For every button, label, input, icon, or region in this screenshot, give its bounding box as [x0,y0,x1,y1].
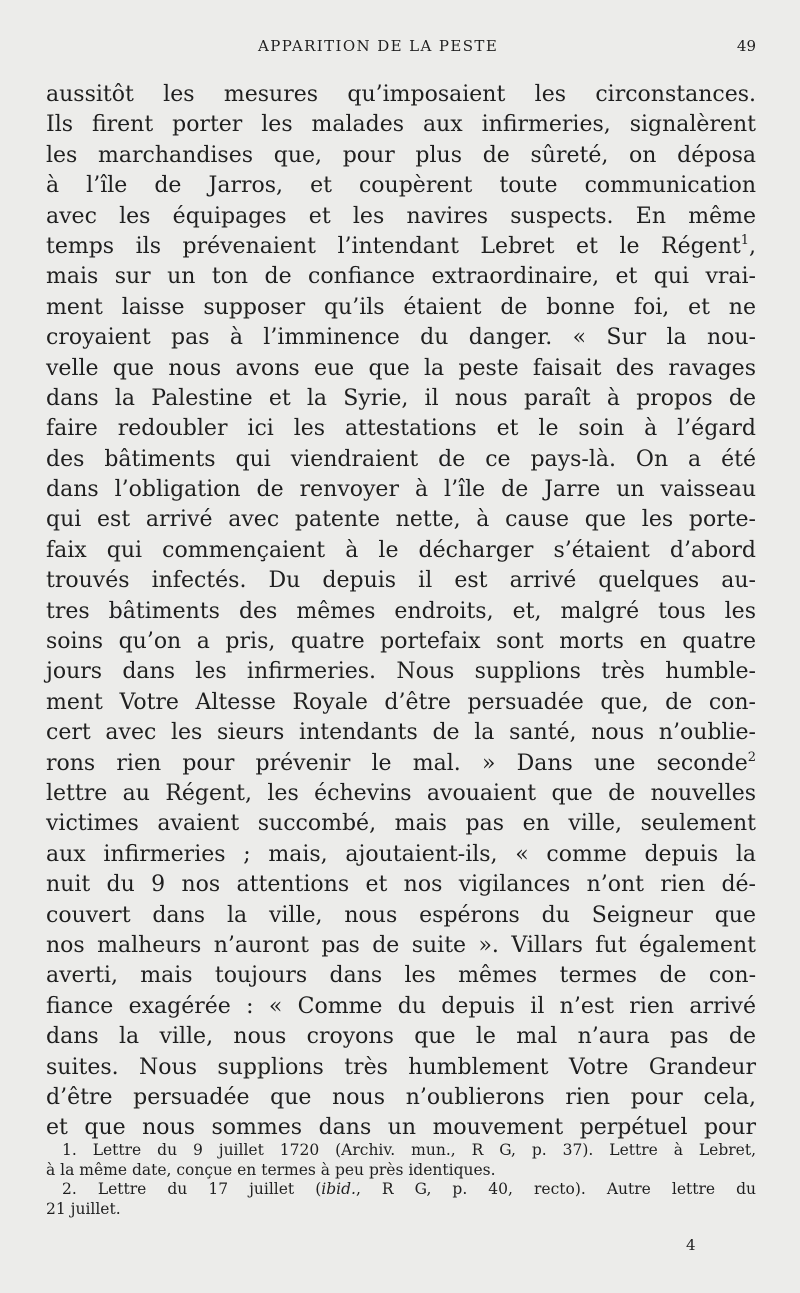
body-line: nuit du 9 nos attentions et nos vigilances n’ont rien dé- [46,872,756,898]
page-number: 49 [736,37,756,55]
body-line: jours dans les infirmeries. Nous supplions très humble- [46,659,756,685]
body-line-text: temps ils prévenaient l’intendant Lebret et le Régent [46,233,741,259]
footnote-ref: 2 [747,749,756,765]
body-line: soins qu’on a pris, quatre portefaix sont morts en quatre [46,629,756,655]
footnote-2-line: 21 juillet. [46,1199,121,1218]
body-line: aux infirmeries ; mais, ajoutaient-ils, « comme depuis la [46,841,756,867]
signature-mark: 4 [686,1236,696,1254]
body-line: aussitôt les mesures qu’imposaient les circonstances. [46,82,756,107]
body-line: d’être persuadée que nous n’oublierons rien pour cela, [46,1084,756,1110]
footnote-2-text: , R G, p. 40, recto). Autre lettre du [355,1180,756,1198]
footnote-2-ibid: ibid. [321,1180,356,1198]
body-line: victimes avaient succombé, mais pas en ville, seulement [46,811,756,837]
body-line: velle que nous avons eue que la peste faisait des ravages [46,355,756,381]
body-line: avec les équipages et les navires suspects. En même [46,203,756,229]
body-line: dans l’obligation de renvoyer à l’île de Jarre un vaisseau [46,477,756,503]
body-line [46,232,756,262]
body-line: tres bâtiments des mêmes endroits, et, malgré tous les [46,598,756,624]
body-line: les marchandises que, pour plus de sûreté, on déposa [46,142,756,168]
footnote-ref: 1 [740,232,749,248]
body-line: dans la Palestine et la Syrie, il nous paraît à propos de [46,385,756,411]
body-line: couvert dans la ville, nous espérons du Seigneur que [46,902,756,928]
footnote-2-text: 2. Lettre du 17 juillet ( [62,1180,322,1198]
body-line: Ils firent porter les malades aux infirmeries, signalèrent [46,112,756,138]
footnote-1-line: à la même date, conçue en termes à peu près identiques. [46,1160,496,1179]
body-line: suites. Nous supplions très humblement Votre Grandeur [46,1054,756,1080]
body-line: trouvés infectés. Du depuis il est arrivé quelques au- [46,568,756,594]
footnotes [46,1141,756,1219]
body-line: dans la ville, nous croyons que le mal n’aura pas de [46,1024,756,1050]
body-line: qui est arrivé avec patente nette, à cause que les porte- [46,507,756,533]
body-line: ment laisse supposer qu’ils étaient de bonne foi, et ne [46,294,756,320]
footnote-1-line: 1. Lettre du 9 juillet 1720 (Archiv. mun., R G, p. 37). Lettre à Lebret, [62,1141,756,1159]
body-line: faix qui commençaient à le décharger s’étaient d’abord [46,537,756,563]
footnote-2-line [46,1180,756,1200]
body-line: des bâtiments qui viendraient de ce pays-là. On a été [46,446,756,472]
running-head [46,36,756,56]
body-line: et que nous sommes dans un mouvement perpétuel pour [46,1115,756,1141]
body-line: lettre au Régent, les échevins avouaient que de nouvelles [46,780,756,806]
running-title: APPARITION DE LA PESTE [258,37,499,55]
body-line: ment Votre Altesse Royale d’être persuadée que, de con- [46,689,756,715]
body-line: nos malheurs n’auront pas de suite ». Villars fut également [46,932,756,958]
body-line: mais sur un ton de confiance extraordinaire, et qui vrai- [46,264,756,290]
body-line [46,749,756,779]
body-line: faire redoubler ici les attestations et le soin à l’égard [46,416,756,442]
body-line-text: rons rien pour prévenir le mal. » Dans une seconde [46,750,748,776]
body-line: averti, mais toujours dans les mêmes termes de con- [46,963,756,989]
body-line: fiance exagérée : « Comme du depuis il n’est rien arrivé [46,993,756,1019]
body-text [46,80,756,1144]
body-line: cert avec les sieurs intendants de la santé, nous n’oublie- [46,720,756,746]
body-line: à l’île de Jarros, et coupèrent toute communication [46,173,756,199]
punctuation: , [749,233,756,259]
body-line: croyaient pas à l’imminence du danger. « Sur la nou- [46,325,756,351]
